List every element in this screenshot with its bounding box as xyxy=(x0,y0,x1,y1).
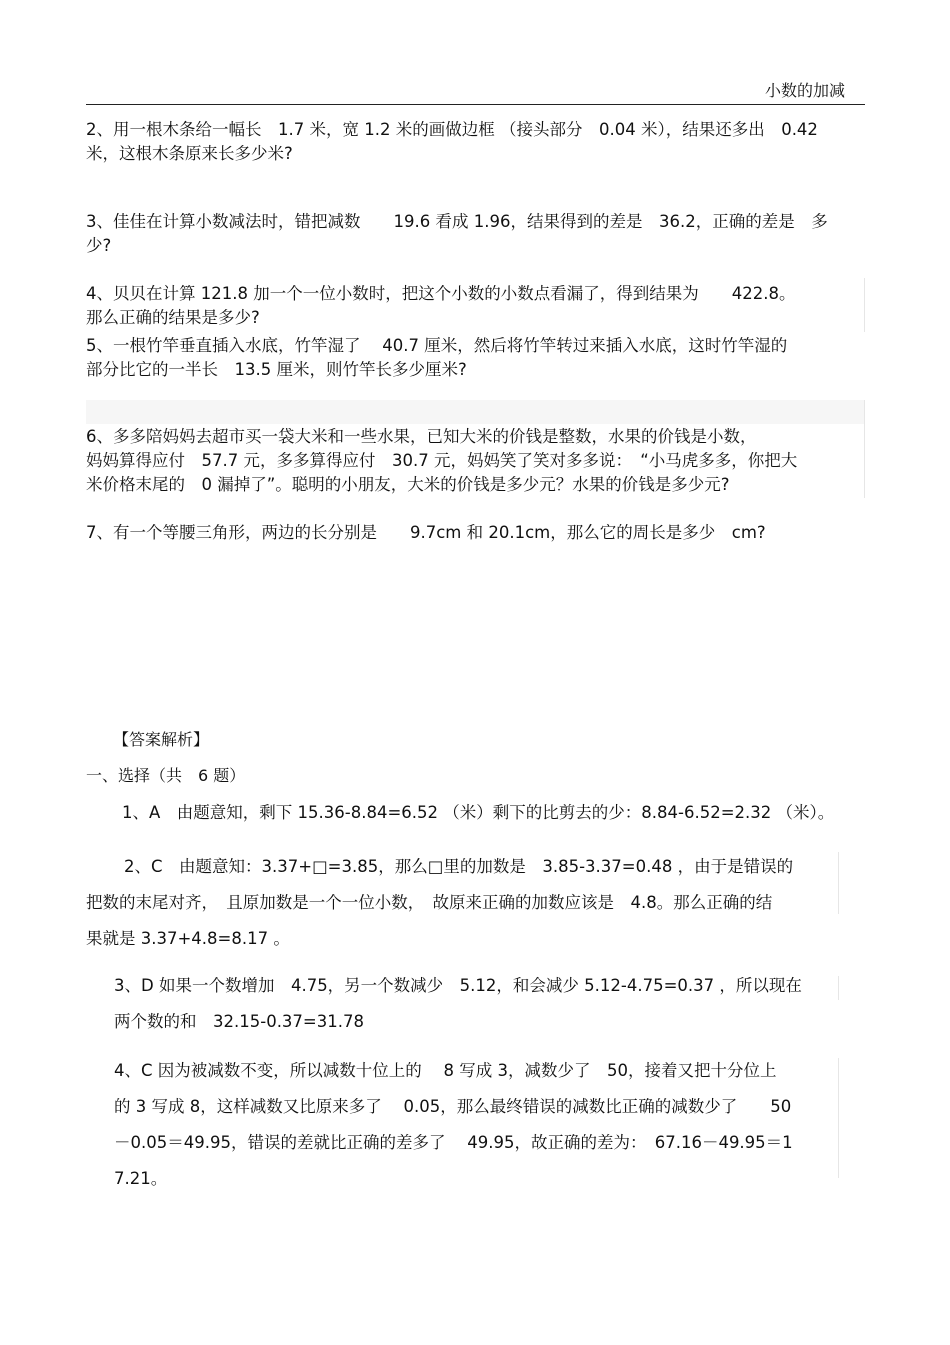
question-7-line-1: 7、有一个等腰三角形，两边的长分别是 9.7cm 和 20.1cm，那么它的周长是多少 cm? xyxy=(86,523,766,542)
question-7 xyxy=(86,521,865,545)
answer-1-line-1: 1、A 由题意知，剩下 15.36-8.84=6.52 （米）剩下的比剪去的少：8.84-6.52=2.32 （米）。 xyxy=(122,803,835,822)
answer-4-line-3: －0.05＝49.95，错误的差就比正确的差多了 49.95，故正确的差为： 67.16－49.95＝1 xyxy=(114,1133,793,1152)
question-6-line-2: 妈妈算得应付 57.7 元，多多算得应付 30.7 元，妈妈笑了笑对多多说： “小马虎多多，你把大 xyxy=(86,451,798,470)
answer-subsection-title: 一、选择（共 6 题） xyxy=(86,766,246,785)
answer-4-line-2: 的 3 写成 8，这样减数又比原来多了 0.05，那么最终错误的减数比正确的减数少了 50 xyxy=(114,1097,792,1116)
answer-2-line-3: 果就是 3.37+4.8=8.17 。 xyxy=(86,929,290,948)
question-4-line-2: 那么正确的结果是多少? xyxy=(86,308,260,327)
answer-3-line-1: 3、D 如果一个数增加 4.75，另一个数减少 5.12，和会减少 5.12-4.75=0.37 ，所以现在 xyxy=(114,976,802,995)
question-3 xyxy=(86,210,865,258)
answer-4-line-1: 4、C 因为被减数不变，所以减数十位上的 8 写成 3，减数少了 50，接着又把十分位上 xyxy=(114,1061,777,1080)
answer-2 xyxy=(86,849,793,957)
question-2 xyxy=(86,118,865,166)
answer-4 xyxy=(114,1053,793,1197)
question-4 xyxy=(86,282,865,330)
scan-edge-line xyxy=(838,1058,839,1178)
question-6 xyxy=(86,425,865,497)
answer-3-line-2: 两个数的和 32.15-0.37=31.78 xyxy=(114,1012,364,1031)
answer-2-line-2: 把数的末尾对齐， 且原加数是一个一位小数， 故原来正确的加数应该是 4.8。那么正确的结 xyxy=(86,893,773,912)
question-6-line-3: 米价格末尾的 0 漏掉了”。聪明的小朋友，大米的价钱是多少元？水果的价钱是多少元? xyxy=(86,475,730,494)
answer-section-title: 【答案解析】 xyxy=(113,730,210,749)
question-5-line-2: 部分比它的一半长 13.5 厘米，则竹竿长多少厘米? xyxy=(86,360,467,379)
scan-edge-line xyxy=(838,976,839,1000)
scan-edge-line xyxy=(838,852,839,914)
page-header-title: 小数的加减 xyxy=(765,81,846,100)
answer-1 xyxy=(122,795,834,831)
question-5-line-1: 5、一根竹竿垂直插入水底，竹竿湿了 40.7 厘米，然后将竹竿转过来插入水底，这时竹竿湿的 xyxy=(86,336,788,355)
question-2-line-2: 米，这根木条原来长多少米? xyxy=(86,144,293,163)
question-6-line-1: 6、多多陪妈妈去超市买一袋大米和一些水果，已知大米的价钱是整数，水果的价钱是小数， xyxy=(86,427,757,446)
question-3-line-1: 3、佳佳在计算小数减法时，错把减数 19.6 看成 1.96，结果得到的差是 36.2，正确的差是 多 xyxy=(86,212,828,231)
question-3-line-2: 少? xyxy=(86,236,112,255)
question-2-line-1: 2、用一根木条给一幅长 1.7 米，宽 1.2 米的画做边框 （接头部分 0.04 米），结果还多出 0.42 xyxy=(86,120,818,139)
scan-shade-band xyxy=(86,400,865,424)
question-5 xyxy=(86,334,865,382)
header-rule xyxy=(86,104,865,105)
answer-4-line-4: 7.21。 xyxy=(114,1169,168,1188)
answer-3 xyxy=(114,968,802,1040)
answer-2-line-1: 2、C 由题意知：3.37+□=3.85，那么□里的加数是 3.85-3.37=0.48 ，由于是错误的 xyxy=(124,857,794,876)
question-4-line-1: 4、贝贝在计算 121.8 加一个一位小数时，把这个小数的小数点看漏了，得到结果为 422.8。 xyxy=(86,284,796,303)
